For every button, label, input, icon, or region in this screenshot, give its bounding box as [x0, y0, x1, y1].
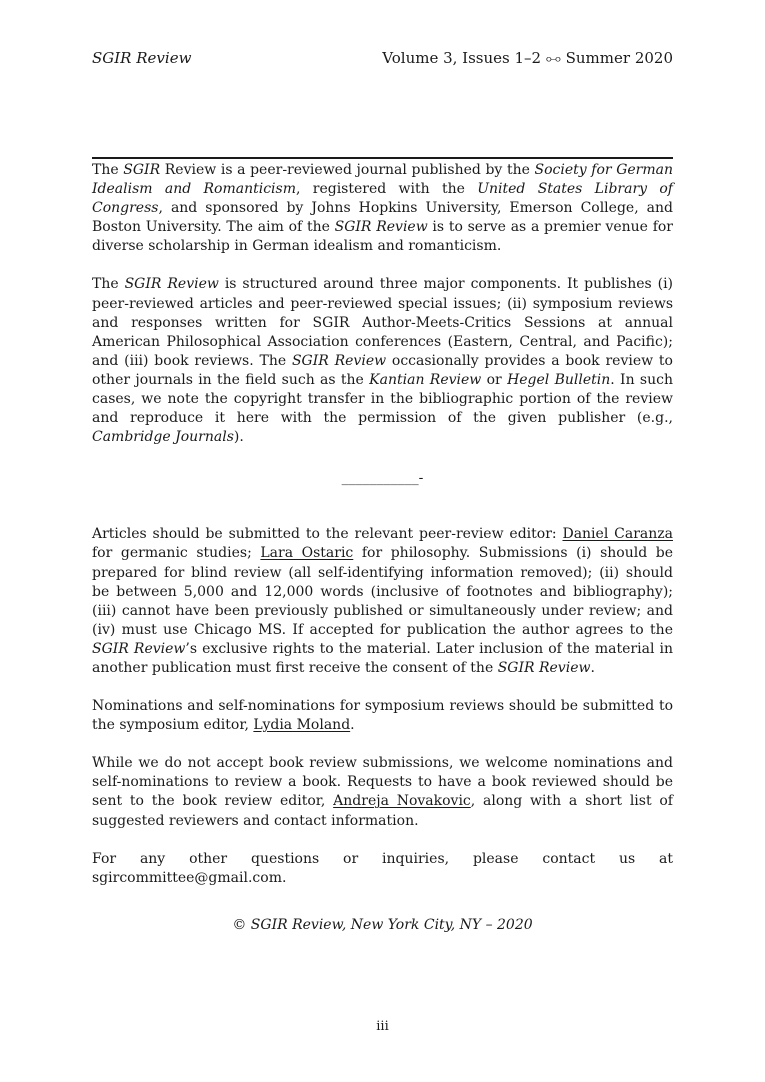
page-number: iii	[376, 1019, 389, 1034]
copyright-footer: © SGIR Review, New York City, NY – 2020	[232, 917, 533, 933]
link-daniel-caranza[interactable]: Daniel Caranza	[562, 526, 673, 543]
link-lydia-moland[interactable]: Lydia Moland	[253, 717, 351, 734]
journal-name: SGIR Review	[92, 49, 192, 67]
paragraph-contact: For any other questions or inquiries, please contact us at sgircommittee@gmail.com.	[92, 850, 673, 886]
page-body	[92, 161, 673, 907]
volume-info: Volume 3, Issues 1–2 ⧟ Summer 2020	[382, 49, 673, 67]
paragraph-submissions: Articles should be submitted to the relevant peer-review editor: Daniel Caranza for germanic studies; Lara Ostaric for philosophy. Submissions (i) should be prepared for blind review (all self-identifying information removed); (ii) should be between 5,000 and 12,000 words (inclusive of footnotes and bibliography); (iii) cannot have been previously published or simultaneously under review; and (iv) must use Chicago MS. If accepted for publication the author agrees to the SGIR Review’s exclusive rights to the material. Later inclusion of the material in another publication must first receive the consent of the SGIR Review.	[92, 526, 674, 676]
paragraph-symposium: Nominations and self-nominations for symposium reviews should be submitted to the symposium editor, Lydia Moland.	[92, 698, 673, 734]
paragraph-structure: The SGIR Review is structured around three major components. It publishes (i) peer-reviewed articles and peer-reviewed special issues; (ii) symposium reviews and responses written for SGIR Author-Meets-Critics Sessions at annual American Philosophical Association conferences (Eastern, Central, and Pacific); and (iii) book reviews. The SGIR Review occasionally provides a book review to other journals in the field such as the Kantian Review or Hegel Bulletin. In such cases, we note the copyright transfer in the bibliographic portion of the review and reproduce it here with the permission of the given publisher (e.g., Cambridge Journals).	[92, 276, 674, 446]
section-divider: ___________-	[341, 470, 424, 487]
paragraph-book-reviews: While we do not accept book review submissions, we welcome nominations and self-nominations to review a book. Requests to have a book reviewed should be sent to the book review editor, Andreja Novakovic, along with a short list of suggested reviewers and contact information.	[92, 755, 673, 829]
top-rule	[92, 157, 673, 159]
link-andreja-novakovic[interactable]: Andreja Novakovic	[333, 793, 471, 810]
link-lara-ostaric[interactable]: Lara Ostaric	[260, 545, 354, 562]
paragraph-about: The SGIR Review is a peer-reviewed journal published by the Society for German Idealism and Romanticism, registered with the United States Library of Congress, and sponsored by Johns Hopkins University, Emerson College, and Boston University. The aim of the SGIR Review is to serve as a premier venue for diverse scholarship in German idealism and romanticism.	[92, 162, 673, 255]
running-header	[92, 47, 673, 69]
